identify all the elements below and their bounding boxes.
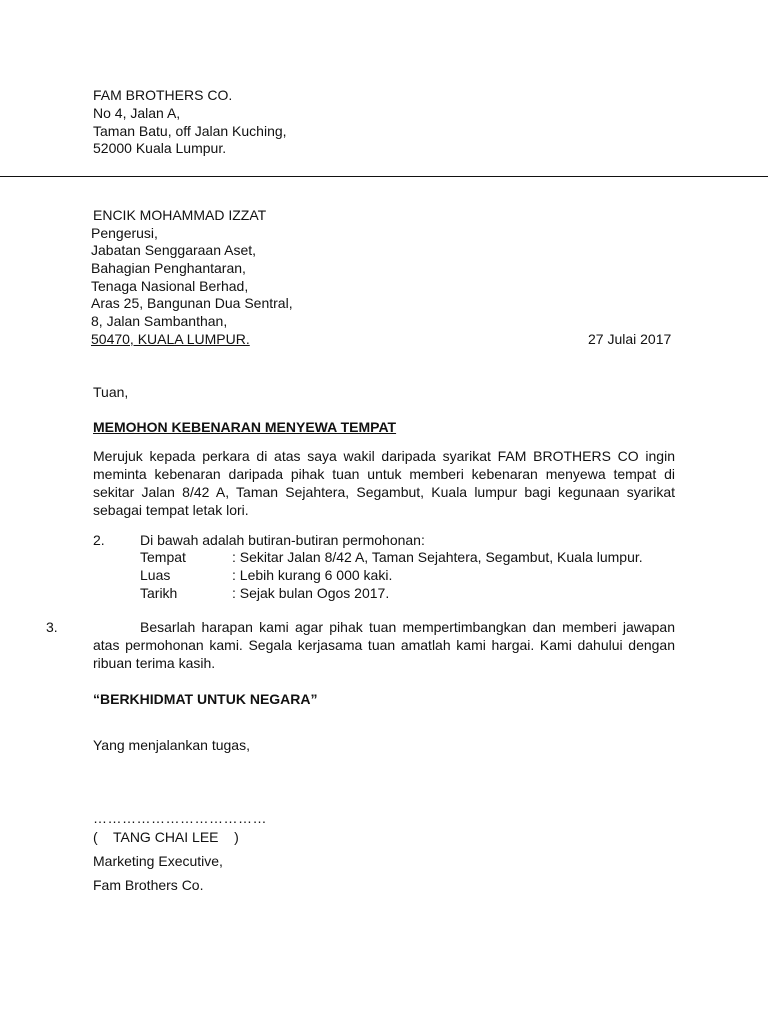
recipient-line-4: Aras 25, Bangunan Dua Sentral, [91,295,293,311]
signatory-company: Fam Brothers Co. [93,877,204,893]
closing-phrase: Yang menjalankan tugas, [93,737,250,753]
sender-address-line-1: No 4, Jalan A, [93,105,181,121]
motto: “BERKHIDMAT UNTUK NEGARA” [93,691,318,707]
header-divider [0,176,768,177]
detail-label: Tarikh [140,585,178,601]
salutation: Tuan, [93,384,129,400]
item-2-number: 2. [93,532,105,548]
signatory-position: Marketing Executive, [93,853,223,869]
detail-row-luas [140,566,700,584]
recipient-line-5: 8, Jalan Sambanthan, [91,313,228,329]
item-3-paragraph [46,618,675,672]
recipient-title: Pengerusi, [91,225,158,241]
detail-value: : Lebih kurang 6 000 kaki. [232,567,393,583]
sender-company: FAM BROTHERS CO. [93,87,233,103]
item-2-text: Di bawah adalah butiran-butiran permohonan: [140,532,425,548]
detail-row-tarikh [140,584,700,602]
recipient-name: ENCIK MOHAMMAD IZZAT [93,207,267,223]
recipient-postcode-city: 50470, KUALA LUMPUR. [91,331,250,347]
sender-address-line-3: 52000 Kuala Lumpur. [93,140,227,156]
letter-date: 27 Julai 2017 [588,331,672,347]
signatory-name: ( TANG CHAI LEE ) [93,829,239,845]
detail-value: : Sekitar Jalan 8/42 A, Taman Sejahtera, Segambut, Kuala lumpur. [232,549,643,565]
signature-line: ……………………………… [93,810,267,826]
detail-value: : Sejak bulan Ogos 2017. [232,585,390,601]
recipient-line-1: Jabatan Senggaraan Aset, [91,242,257,258]
recipient-line-3: Tenaga Nasional Berhad, [91,278,249,294]
detail-label: Tempat [140,549,186,565]
letter-subject: MEMOHON KEBENARAN MENYEWA TEMPAT [93,419,397,435]
item-3-text: Besarlah harapan kami agar pihak tuan mempertimbangkan dan memberi jawapan atas permohonan kami. Segala kerjasama tuan amatlah kami hargai. Kami dahului dengan ribuan terima kasih. [93,619,675,671]
recipient-line-2: Bahagian Penghantaran, [91,260,246,276]
detail-row-tempat [140,548,700,566]
paragraph-1: Merujuk kepada perkara di atas saya wakil daripada syarikat FAM BROTHERS CO ingin meminta kebenaran daripada pihak tuan untuk memberi kebenaran menyewa tempat di sekitar Jalan 8/42 A, Taman Sejahtera, Segambut, Kuala lumpur bagi kegunaan syarikat sebagai tempat letak lori. [93,448,675,518]
detail-label: Luas [140,567,171,583]
sender-address-line-2: Taman Batu, off Jalan Kuching, [93,123,287,139]
item-3-number: 3. [46,619,58,635]
